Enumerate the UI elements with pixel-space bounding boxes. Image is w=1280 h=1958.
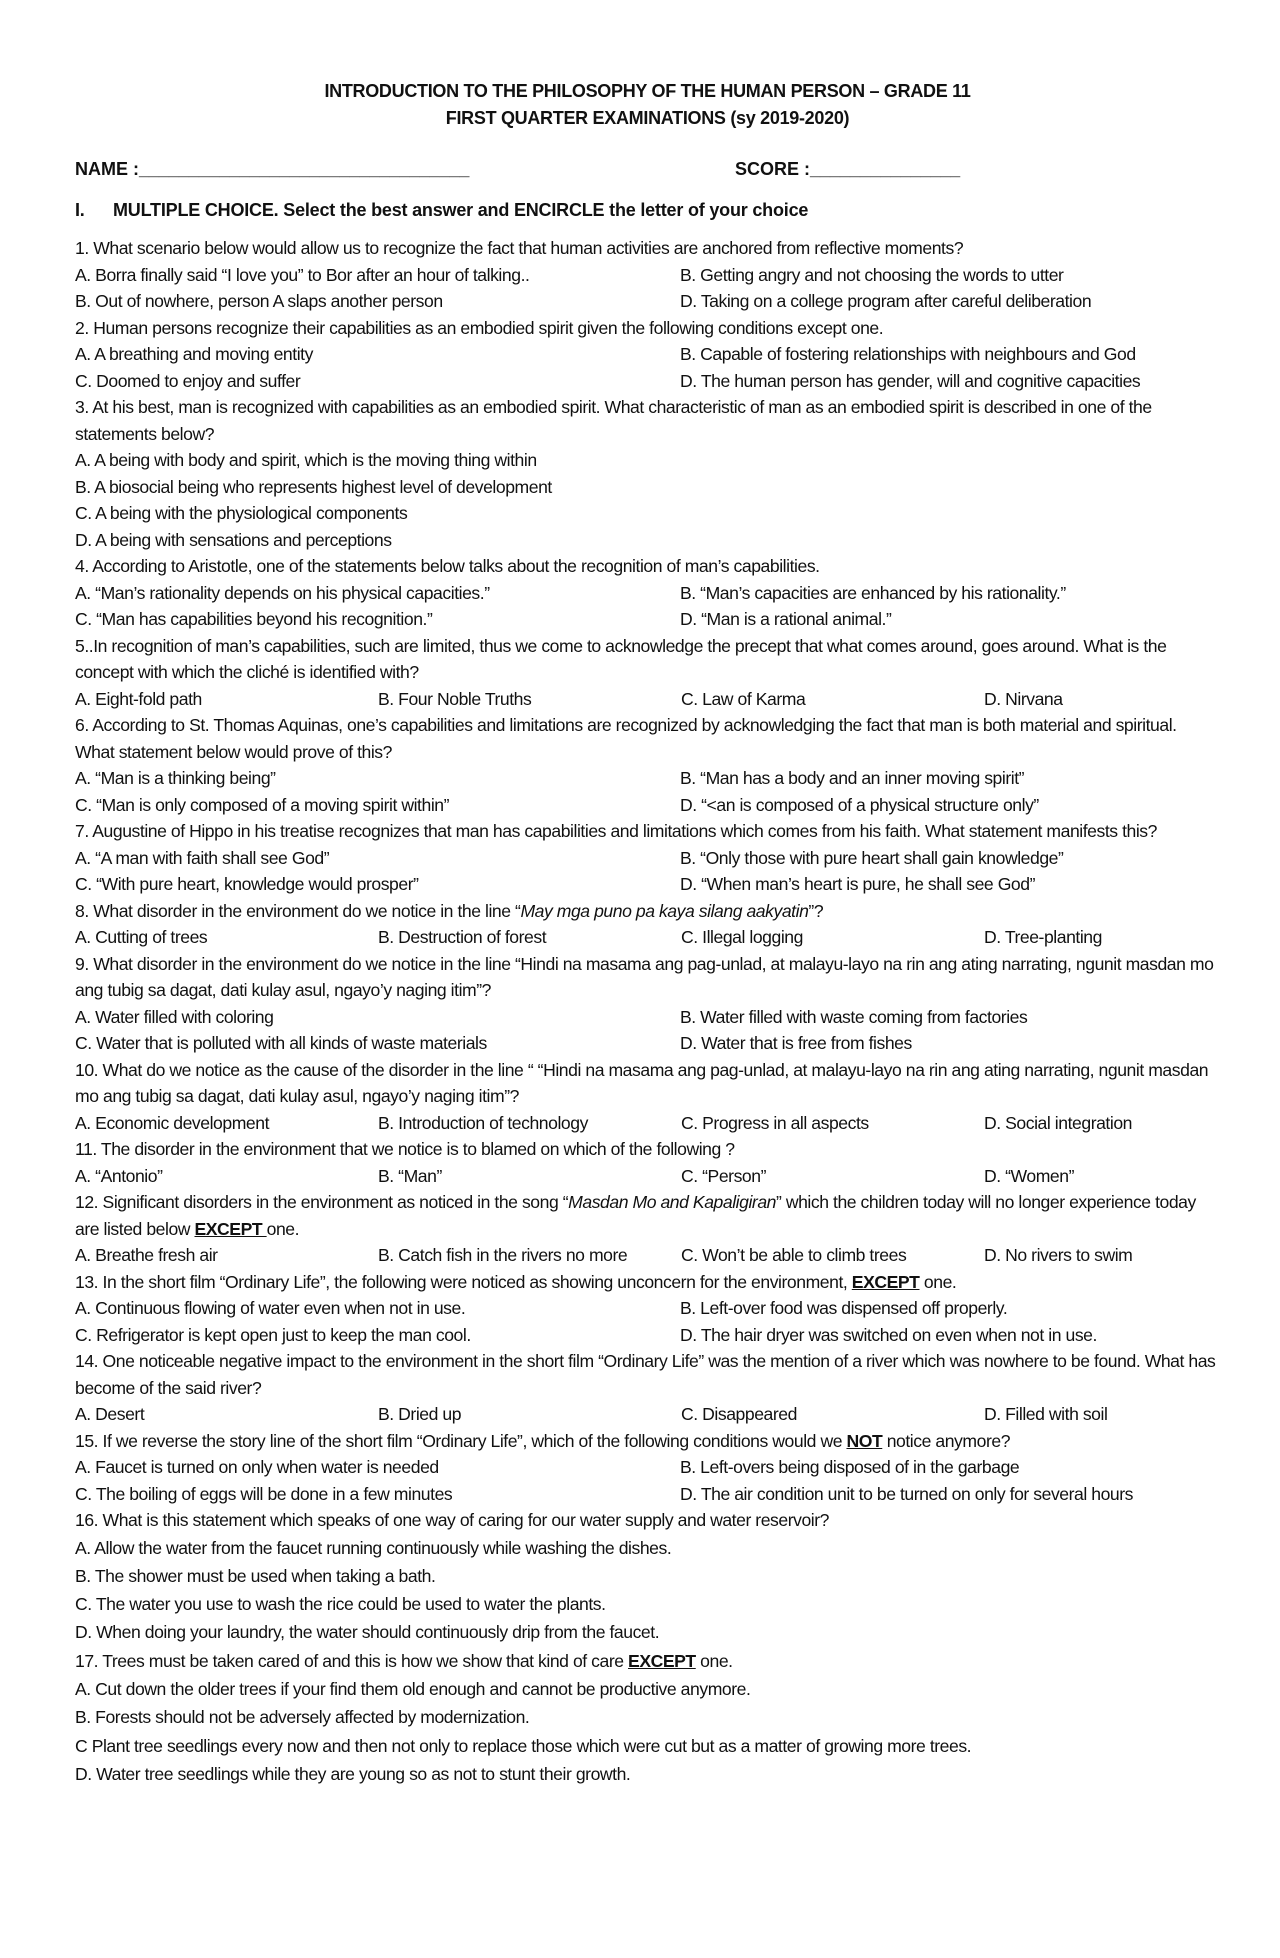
question-1-choices-row2 — [75, 288, 1220, 315]
choice: D. The human person has gender, will and cognitive capacities — [680, 370, 1141, 391]
question-17 — [75, 1647, 1220, 1675]
choice: D. “Man is a rational animal.” — [680, 609, 892, 629]
choice: A. Water filled with coloring — [75, 1006, 274, 1027]
choice: D. A being with sensations and perceptions — [75, 529, 392, 550]
name-score-row — [75, 154, 1220, 180]
choice: B. Forests should not be adversely affected by modernization. — [75, 1707, 530, 1728]
section-instructions: MULTIPLE CHOICE. Select the best answer and ENCIRCLE the letter of your choice — [113, 200, 809, 220]
question-12 — [75, 1189, 1220, 1242]
choice: A. A breathing and moving entity — [75, 344, 313, 364]
question-11-choices — [75, 1163, 1220, 1190]
question-14-choices — [75, 1401, 1220, 1428]
choice: C. Disappeared — [681, 1404, 797, 1424]
question-12-stem-mid: ” which the children today will no longer experience today are listed below — [75, 1192, 1196, 1239]
song-title: Masdan Mo and Kapaligiran — [568, 1192, 776, 1212]
choice: C. Illegal logging — [681, 927, 803, 947]
except-keyword: EXCEPT — [194, 1218, 267, 1239]
question-13-choices-row2 — [75, 1322, 1220, 1349]
except-keyword: EXCEPT — [851, 1271, 920, 1292]
question-8 — [75, 898, 1220, 925]
question-2: 2. Human persons recognize their capabilities as an embodied spirit given the following conditions except one. — [75, 317, 884, 338]
score-field: SCORE :_______________ — [735, 159, 961, 179]
choice: C. Won’t be able to climb trees — [681, 1245, 907, 1265]
choice: D. No rivers to swim — [984, 1245, 1133, 1265]
question-8-choices — [75, 924, 1220, 951]
choice: D. “When man’s heart is pure, he shall see God” — [680, 874, 1036, 894]
choice: B. Introduction of technology — [378, 1112, 588, 1133]
question-13 — [75, 1269, 1220, 1296]
choice: D. Water tree seedlings while they are young so as not to stunt their growth. — [75, 1763, 631, 1784]
question-2-choices-row2 — [75, 368, 1220, 395]
choice: C. A being with the physiological components — [75, 503, 408, 523]
question-15-stem-end: notice anymore? — [882, 1430, 1011, 1451]
question-15-stem: 15. If we reverse the story line of the short film “Ordinary Life”, which of the following conditions would we — [75, 1430, 847, 1451]
choice: C. Doomed to enjoy and suffer — [75, 370, 301, 391]
question-17-stem-end: one. — [695, 1650, 733, 1671]
choice: A. “Antonio” — [75, 1165, 163, 1186]
choice: B. Catch fish in the rivers no more — [378, 1245, 628, 1265]
question-10: 10. What do we notice as the cause of the disorder in the line “ “Hindi na masama ang pag-unlad, at malayu-layo na rin ang ating narrating, ngunit masdan mo ang tubig sa dagat, dati kulay asul, ngayo’y naging itim”? — [75, 1059, 1209, 1106]
choice: A. “Man’s rationality depends on his physical capacities.” — [75, 582, 490, 603]
question-12-stem-end: one. — [266, 1218, 300, 1239]
question-4: 4. According to Aristotle, one of the statements below talks about the recognition of man’s capabilities. — [75, 556, 820, 576]
choice: C. Progress in all aspects — [681, 1112, 869, 1133]
choice: A. “A man with faith shall see God” — [75, 847, 330, 868]
choice: A. Allow the water from the faucet running continuously while washing the dishes. — [75, 1537, 672, 1558]
choice: C. The boiling of eggs will be done in a few minutes — [75, 1483, 453, 1504]
choice: B. Left-overs being disposed of in the garbage — [680, 1457, 1020, 1477]
choice: B. Capable of fostering relationships with neighbours and God — [680, 344, 1136, 364]
question-7-choices-row1 — [75, 845, 1220, 872]
choice: B. Destruction of forest — [378, 927, 547, 947]
choice: A. “Man is a thinking being” — [75, 768, 276, 788]
choice: D. Taking on a college program after careful deliberation — [680, 291, 1092, 311]
choice: A. Desert — [75, 1404, 145, 1424]
choice: C. “Man is only composed of a moving spirit within” — [75, 794, 450, 815]
choice: C Plant tree seedlings every now and then not only to replace those which were cut but as a matter of growing more trees. — [75, 1735, 972, 1756]
choice: C. “With pure heart, knowledge would prosper” — [75, 874, 419, 894]
exam-title: INTRODUCTION TO THE PHILOSOPHY OF THE HUMAN PERSON – GRADE 11 — [324, 81, 971, 101]
question-6-choices-row1 — [75, 765, 1220, 792]
choice: D. The hair dryer was switched on even when not in use. — [680, 1324, 1097, 1345]
choice: A. A being with body and spirit, which is the moving thing within — [75, 450, 537, 470]
question-7: 7. Augustine of Hippo in his treatise recognizes that man has capabilities and limitations which comes from his faith. What statement manifests this? — [75, 821, 1157, 841]
choice: A. Breathe fresh air — [75, 1245, 218, 1265]
choice: D. Filled with soil — [984, 1404, 1108, 1424]
choice: C. Water that is polluted with all kinds of waste materials — [75, 1033, 487, 1053]
question-8-stem-end: ”? — [808, 900, 824, 921]
choice: B. Out of nowhere, person A slaps another person — [75, 291, 443, 311]
choice: B. “Man’s capacities are enhanced by his rationality.” — [680, 582, 1066, 603]
choice: B. The shower must be used when taking a bath. — [75, 1565, 436, 1586]
except-keyword: EXCEPT — [628, 1650, 696, 1671]
choice: D. When doing your laundry, the water should continuously drip from the faucet. — [75, 1622, 660, 1643]
question-16: 16. What is this statement which speaks of one way of caring for our water supply and water reservoir? — [75, 1510, 830, 1530]
choice: A. Cutting of trees — [75, 927, 208, 947]
choice: A. Borra finally said “I love you” to Bor after an hour of talking.. — [75, 264, 530, 285]
question-6: 6. According to St. Thomas Aquinas, one’s capabilities and limitations are recognized by acknowledging the fact that man is both material and spiritual. What statement below would prove of this? — [75, 715, 1177, 762]
choice: C. Law of Karma — [681, 688, 806, 709]
choice: B. A biosocial being who represents highest level of development — [75, 476, 552, 497]
choice: A. Eight-fold path — [75, 688, 202, 709]
choice: C. The water you use to wash the rice could be used to water the plants. — [75, 1594, 606, 1615]
choice: D. Tree-planting — [984, 927, 1102, 947]
choice: C. “Man has capabilities beyond his recognition.” — [75, 609, 433, 629]
choice: B. Left-over food was dispensed off properly. — [680, 1298, 1008, 1318]
choice: B. “Man has a body and an inner moving spirit” — [680, 768, 1025, 788]
question-1-choices-row1 — [75, 262, 1220, 289]
choice: D. Water that is free from fishes — [680, 1033, 912, 1053]
question-15-choices-row2 — [75, 1481, 1220, 1508]
question-14: 14. One noticeable negative impact to the environment in the short film “Ordinary Life” was the mention of a river which was nowhere to be found. What has become of the said river? — [75, 1351, 1216, 1398]
question-12-choices — [75, 1242, 1220, 1269]
choice: B. Water filled with waste coming from factories — [680, 1006, 1028, 1027]
choice: C. Refrigerator is kept open just to keep the man cool. — [75, 1324, 471, 1345]
choice: B. Dried up — [378, 1404, 462, 1424]
question-6-choices-row2 — [75, 792, 1220, 819]
choice: A. Cut down the older trees if your find them old enough and cannot be productive anymore. — [75, 1678, 751, 1699]
question-5-choices — [75, 686, 1220, 713]
question-2-choices-row1 — [75, 341, 1220, 368]
question-11: 11. The disorder in the environment that we notice is to blamed on which of the following ? — [75, 1139, 735, 1159]
choice: D. “Women” — [984, 1165, 1074, 1186]
question-13-stem: 13. In the short film “Ordinary Life”, the following were noticed as showing unconcern for the environment, — [75, 1271, 852, 1292]
question-9-choices-row1 — [75, 1004, 1220, 1031]
exam-subtitle: FIRST QUARTER EXAMINATIONS (sy 2019-2020) — [445, 108, 850, 128]
choice: D. Nirvana — [984, 688, 1063, 709]
choice: A. Economic development — [75, 1112, 270, 1133]
section-heading — [75, 200, 1220, 221]
name-field: NAME :_________________________________ — [75, 159, 470, 179]
question-15 — [75, 1428, 1220, 1455]
question-9-choices-row2 — [75, 1030, 1220, 1057]
question-12-stem: 12. Significant disorders in the environment as noticed in the song “ — [75, 1192, 569, 1212]
question-15-choices-row1 — [75, 1454, 1220, 1481]
question-5: 5..In recognition of man’s capabilities, such are limited, thus we come to acknowledge the precept that what comes around, goes around. What is the concept with which the cliché is identified with? — [75, 635, 1167, 682]
choice: C. “Person” — [681, 1165, 766, 1186]
question-8-stem: 8. What disorder in the environment do we notice in the line “ — [75, 900, 521, 921]
question-17-stem: 17. Trees must be taken cared of and this is how we show that kind of care — [75, 1650, 629, 1671]
choice: A. Continuous flowing of water even when not in use. — [75, 1298, 466, 1318]
choice: B. Getting angry and not choosing the words to utter — [680, 264, 1064, 285]
question-4-choices-row2 — [75, 606, 1220, 633]
choice: B. Four Noble Truths — [378, 688, 532, 709]
choice: D. The air condition unit to be turned on only for several hours — [680, 1483, 1134, 1504]
choice: A. Faucet is turned on only when water is needed — [75, 1457, 439, 1477]
question-1: 1. What scenario below would allow us to recognize the fact that human activities are anchored from reflective moments? — [75, 238, 964, 258]
question-3: 3. At his best, man is recognized with capabilities as an embodied spirit. What characteristic of man as an embodied spirit is described in one of the statements below? — [75, 397, 1152, 444]
question-13-stem-end: one. — [919, 1271, 957, 1292]
choice: D. Social integration — [984, 1112, 1133, 1133]
choice: D. “<an is composed of a physical structure only” — [680, 794, 1039, 815]
question-9: 9. What disorder in the environment do we notice in the line “Hindi na masama ang pag-unlad, at malayu-layo na rin ang ating narrating, ngunit masdan mo ang tubig sa dagat, dati kulay asul, ngayo’y naging itim”? — [75, 953, 1214, 1000]
choice: B. “Only those with pure heart shall gain knowledge” — [680, 847, 1064, 868]
question-7-choices-row2 — [75, 871, 1220, 898]
choice: B. “Man” — [378, 1165, 442, 1186]
question-10-choices — [75, 1110, 1220, 1137]
song-lyric: May mga puno pa kaya silang aakyatin — [520, 900, 809, 921]
section-number: I. — [75, 200, 85, 220]
not-keyword: NOT — [846, 1430, 883, 1451]
question-13-choices-row1 — [75, 1295, 1220, 1322]
question-4-choices-row1 — [75, 580, 1220, 607]
